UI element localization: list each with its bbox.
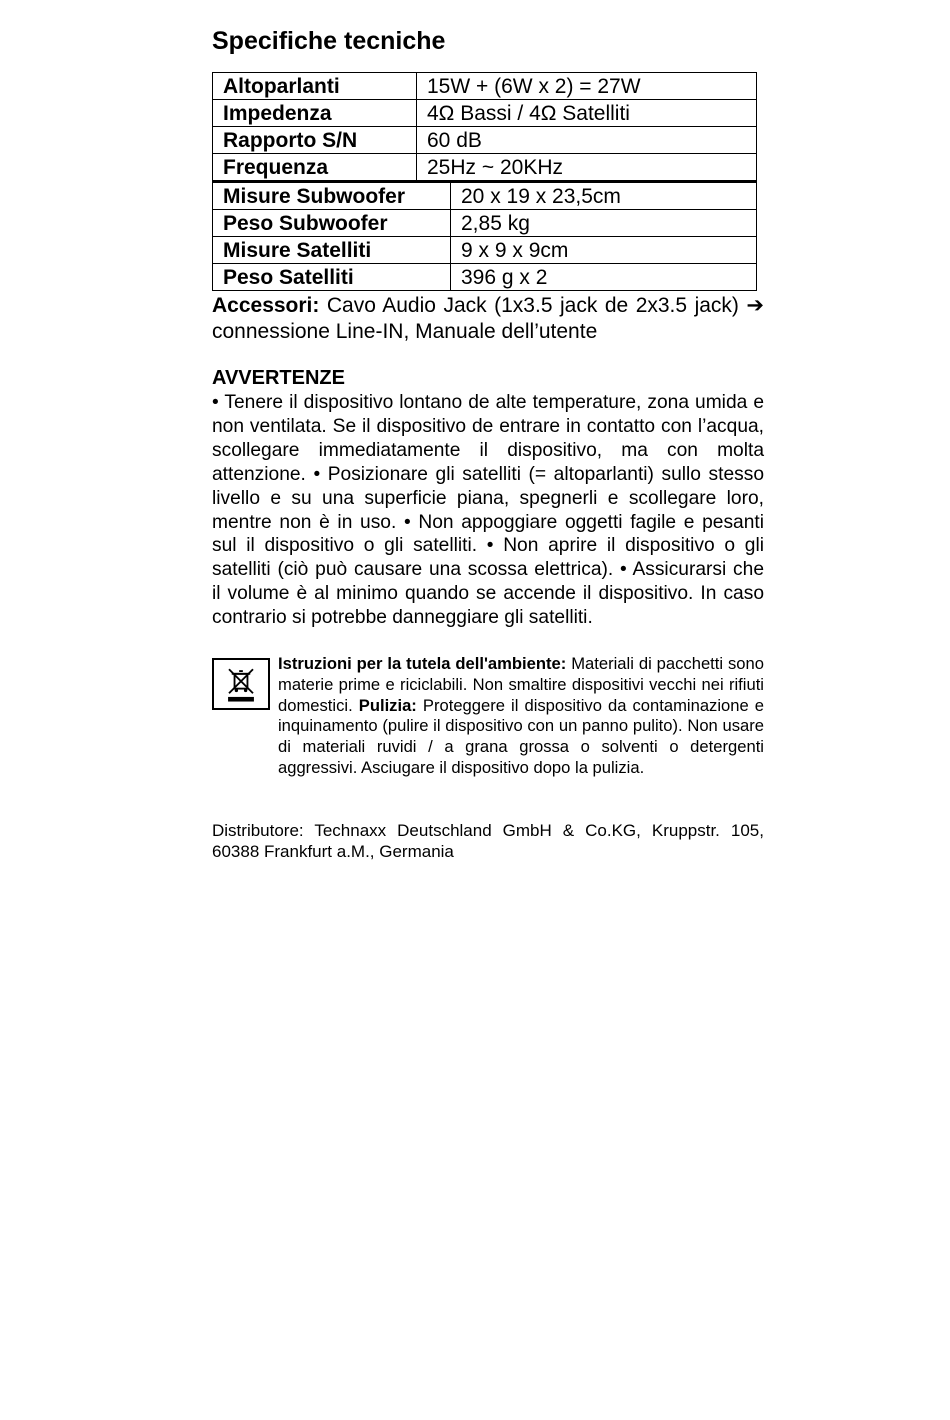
accessories-paragraph — [212, 293, 764, 345]
spec-value: 20 x 19 x 23,5cm — [451, 182, 757, 210]
spec-value: 60 dB — [417, 127, 757, 154]
table-row — [213, 182, 757, 210]
spec-label: Peso Satelliti — [213, 264, 451, 291]
cleaning-body: Proteggere il dispositivo da contaminazione e inquinamento (pulire il dispositivo con un panno pulito). Non usare di materiali ruvidi / a grana grossa o solventi o detergenti aggressivi. Asciugare il dispositivo dopo la pulizia. — [278, 695, 764, 778]
environment-section — [212, 654, 764, 804]
table-row — [213, 73, 757, 100]
table-row — [213, 100, 757, 127]
manual-page — [212, 24, 764, 862]
spec-value: 25Hz ~ 20KHz — [417, 154, 757, 181]
environment-text — [278, 654, 764, 779]
accessories-label: Accessori: — [212, 294, 320, 317]
cleaning-label: Pulizia: — [358, 695, 417, 715]
spec-value: 15W + (6W x 2) = 27W — [417, 73, 757, 100]
spec-value: 396 g x 2 — [451, 264, 757, 291]
spec-value: 4Ω Bassi / 4Ω Satelliti — [417, 100, 757, 127]
page-title: Specifiche tecniche — [212, 27, 446, 55]
warnings-text: • Tenere il dispositivo lontano de alte temperature, zona umida e non ventilata. Se il dispositivo de entrare in contatto con l’acqua, scollegare immediatamente il dispositivo, ma con molta attenzione. • Posizionare gli satelliti (= altoparlanti) sullo stesso livello e su una superficie piana, spegnerli e scollegare loro, mentre non è in uso. • Non appoggiare oggetti fagile e pesanti sul il dispositivo o gli satelliti. • Non aprire il dispositivo o gli satelliti (ciò può causare una scossa elettrica). • Assicurarsi che il volume è al minimo quando se accende il dispositivo. In caso contrario si potrebbe danneggiare gli satelliti. — [212, 392, 764, 629]
spec-label: Peso Subwoofer — [213, 210, 451, 237]
warnings-title: AVVERTENZE — [212, 367, 345, 389]
spec-table-dimensions — [212, 181, 757, 291]
spec-label: Misure Satelliti — [213, 237, 451, 264]
table-row — [213, 127, 757, 154]
distributor-info: Distributore: Technaxx Deutschland GmbH & Co.KG, Kruppstr. 105, 60388 Frankfurt a.M., Germania — [212, 821, 764, 862]
spec-label: Misure Subwoofer — [213, 182, 451, 210]
spec-label: Impedenza — [213, 100, 417, 127]
table-row — [213, 154, 757, 181]
spec-label: Altoparlanti — [213, 73, 417, 100]
weee-crossed-bin-icon — [212, 658, 270, 710]
spec-value: 2,85 kg — [451, 210, 757, 237]
spec-value: 9 x 9 x 9cm — [451, 237, 757, 264]
accessories-text: Cavo Audio Jack (1x3.5 jack de 2x3.5 jack) ➔ connessione Line-IN, Manuale dell’utente — [212, 294, 764, 343]
spec-table-general — [212, 72, 757, 181]
table-row — [213, 237, 757, 264]
table-row — [213, 210, 757, 237]
spec-label: Frequenza — [213, 154, 417, 181]
spec-label: Rapporto S/N — [213, 127, 417, 154]
environment-body: Materiali di pacchetti sono materie prime e riciclabili. Non smaltire dispositivi vecchi nei rifiuti domestici. — [278, 654, 764, 715]
table-row — [213, 264, 757, 291]
environment-label: Istruzioni per la tutela dell'ambiente: — [278, 654, 567, 674]
